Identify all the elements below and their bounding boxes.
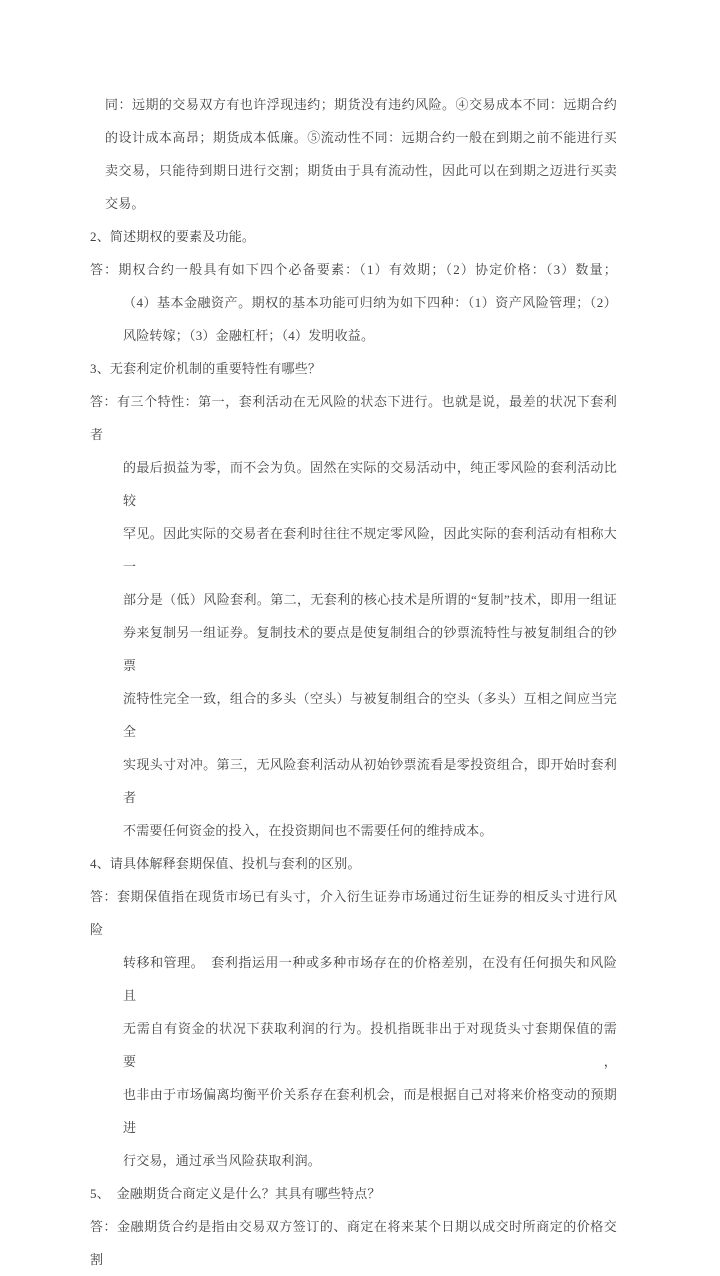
text-line-20: 转移和管理。 套利指运用一种或多种市场存在的价格差别，在没有任何损失和风险且: [123, 955, 617, 1003]
text-line-3: 卖交易，只能待到期日进行交割；期货由于具有流动性，因此可以在到期之迈进行买卖: [105, 163, 617, 178]
text-line-25: 答：金融期货合约是指由交易双方签订的、商定在将来某个日期以成交时所商定的价格交割: [90, 1219, 617, 1267]
text-line-19: 答：套期保值指在现货市场已有头寸，介入衍生证券市场通过衍生证券的相反头寸进行风险: [90, 889, 617, 937]
text-line-22: 也非由于市场偏离均衡平价关系存在套利机会，而是根据自己对将来价格变动的预期进: [123, 1087, 617, 1135]
text-line-23: 行交易，通过承当风险获取利润。: [123, 1153, 322, 1168]
text-line-4: 交易。: [105, 196, 145, 211]
text-line-11: 的最后损益为零，而不会为负。固然在实际的交易活动中，纯正零风险的套利活动比较: [123, 460, 617, 508]
text-line-21: 无需自有资金的状况下获取利润的行为。投机指既非出于对现货头寸套期保值的需要，: [123, 1021, 617, 1069]
text-line-10: 答：有三个特性：第一，套利活动在无风险的状态下进行。也就是说，最差的状况下套利者: [90, 394, 617, 442]
text-line-15: 流特性完全一致，组合的多头（空头）与被复制组合的空头（多头）互相之间应当完全: [123, 691, 617, 739]
text-line-12: 罕见。因此实际的交易者在套利时往往不规定零风险，因此实际的套利活动有相称大一: [123, 526, 617, 574]
text-line-14: 券来复制另一组证券。复制技术的要点是使复制组合的钞票流特性与被复制组合的钞票: [123, 625, 617, 673]
text-line-9: 3、无套利定价机制的重要特性有哪些？: [90, 361, 322, 376]
text-line-13: 部分是（低）风险套利。第二，无套利的核心技术是所谓的“复制”技术，即用一组证: [123, 592, 617, 607]
text-line-6: 答：期权合约一般具有如下四个必备要素：（1）有效期；（2）协定价格：（3）数量；: [90, 262, 617, 277]
text-line-5: 2、简述期权的要素及功能。: [90, 229, 256, 244]
text-line-2: 的设计成本高昂；期货成本低廉。⑤流动性不同：远期合约一般在到期之前不能进行买: [105, 130, 617, 145]
text-line-8: 风险转嫁；（3）金融杠杆；（4）发明收益。: [123, 328, 375, 343]
text-line-7: （4）基本金融资产。期权的基本功能可归纳为如下四种：（1）资产风险管理；（2）: [123, 295, 617, 310]
text-line-1: 同：远期的交易双方有也许浮现违约；期货没有违约风险。④交易成本不同：远期合约: [105, 97, 617, 112]
text-line-24: 5、 金融期货合商定义是什么？其具有哪些特点？: [90, 1186, 381, 1201]
text-content: [0, 88, 720, 1276]
text-line-16: 实现头寸对冲。第三，无风险套利活动从初始钞票流看是零投资组合，即开始时套利者: [123, 757, 617, 805]
text-line-18: 4、请具体解释套期保值、投机与套利的区别。: [90, 856, 361, 871]
text-line-17: 不需要任何资金的投入，在投资期间也不需要任何的维持成本。: [123, 823, 493, 838]
